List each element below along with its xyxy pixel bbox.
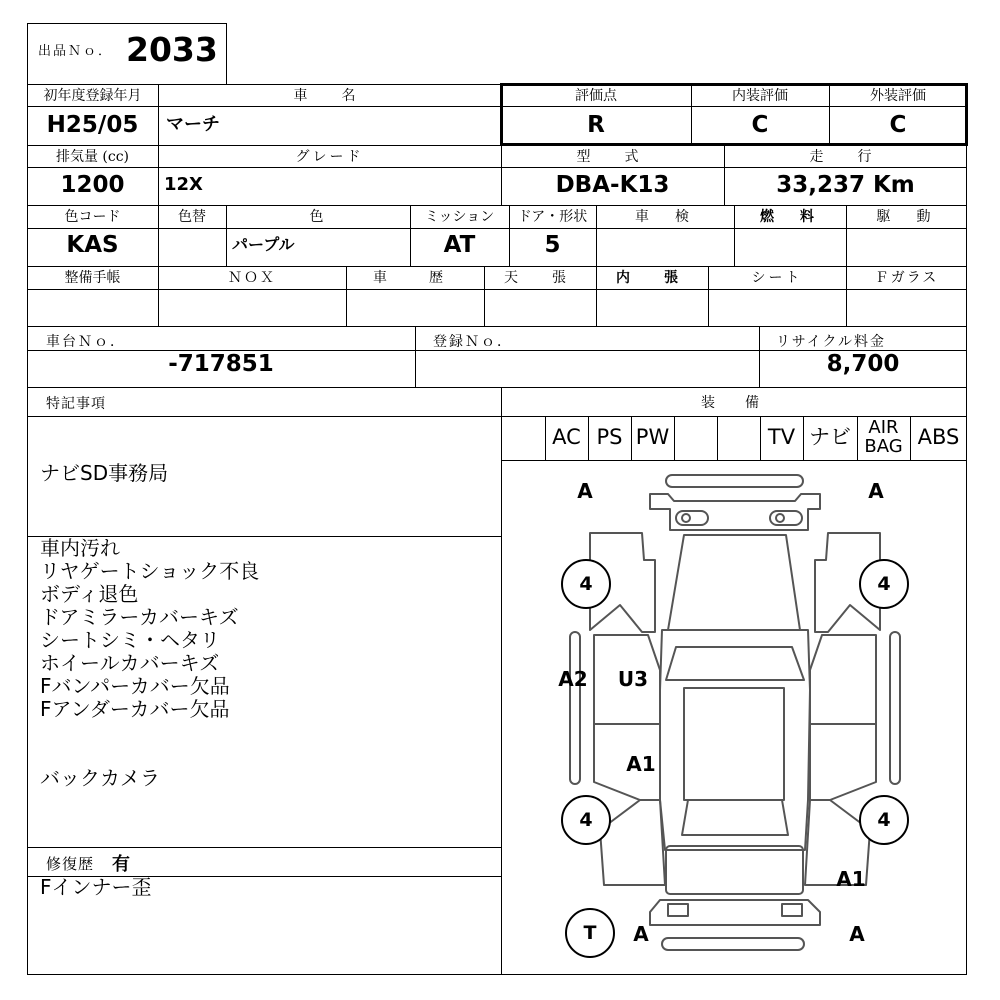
note-line: シートシミ・ヘタリ xyxy=(40,628,220,652)
mark-rear-left: A xyxy=(633,922,649,946)
exterior-value: C xyxy=(889,112,907,138)
fglass-label: Ｆガラス xyxy=(874,270,939,286)
mark-left-front-door: A2 xyxy=(558,667,588,691)
maintenance-label: 整備手帳 xyxy=(64,270,121,286)
mileage-value: 33,237 Km xyxy=(776,172,915,198)
chassis-value: -717851 xyxy=(168,351,274,377)
score-label: 評価点 xyxy=(575,88,617,104)
equipment-label: 装 備 xyxy=(701,395,767,411)
color-code-label: 色コード xyxy=(64,209,121,225)
notes-extra: バックカメラ xyxy=(40,766,160,790)
model-label: 型 式 xyxy=(576,149,649,165)
color-value: パープル xyxy=(232,235,295,254)
drive-label: 駆 動 xyxy=(876,209,937,225)
note-line: Fバンパーカバー欠品 xyxy=(40,674,230,698)
nox-label: ＮＯＸ xyxy=(228,270,276,286)
tire-rr-circle: 4 xyxy=(859,795,909,845)
mark-rear-right: A xyxy=(849,922,865,946)
recycle-label: リサイクル料金 xyxy=(776,334,887,350)
note-line: ボディ退色 xyxy=(40,582,139,606)
color-label: 色 xyxy=(309,209,327,225)
color-change-label: 色替 xyxy=(178,209,206,225)
mark-front-right: A xyxy=(868,479,884,503)
seat-label: シート xyxy=(751,270,803,286)
recycle-value: 8,700 xyxy=(826,351,900,377)
equip-navi: ナビ xyxy=(809,425,851,449)
equip-ac: AC xyxy=(552,425,581,449)
score-value: R xyxy=(587,112,605,138)
mark-rear-right-quarter: A1 xyxy=(836,867,866,891)
note-line: 車内汚れ xyxy=(40,536,120,560)
lot-number-box xyxy=(27,23,227,84)
equip-pw: PW xyxy=(635,425,670,449)
doors-label: ドア・形状 xyxy=(517,209,588,225)
inspection-label: 車 検 xyxy=(635,209,695,225)
equip-abs: ABS xyxy=(917,425,960,449)
displacement-value: 1200 xyxy=(60,172,125,198)
lot-number-value: 2033 xyxy=(126,30,218,69)
exterior-label: 外装評価 xyxy=(870,88,926,104)
mission-label: ミッション xyxy=(424,209,495,225)
tire-rl-circle: 4 xyxy=(561,795,611,845)
note-line: ホイールカバーキズ xyxy=(40,651,220,675)
equip-airbag: AIR BAG xyxy=(864,417,903,457)
repair-value: 有 xyxy=(112,854,130,875)
grade-value: 12X xyxy=(164,174,203,195)
displacement-label: 排気量 (cc) xyxy=(55,149,130,165)
tire-fr-circle: 4 xyxy=(859,559,909,609)
equip-ps: PS xyxy=(596,425,623,449)
mission-value: AT xyxy=(443,232,476,258)
interior-label: 内装評価 xyxy=(732,88,788,104)
note-line: ドアミラーカバーキズ xyxy=(40,605,239,629)
fuel-label: 燃 料 xyxy=(760,209,820,225)
tire-fl-circle: 4 xyxy=(561,559,611,609)
car-name-label: 車 名 xyxy=(293,88,366,104)
equip-tv: TV xyxy=(767,425,796,449)
lining-label: 内 張 xyxy=(616,270,688,286)
mark-front-left: A xyxy=(577,479,593,503)
mark-roof: A1 xyxy=(626,752,656,776)
registration-label: 登録Ｎｏ． xyxy=(433,334,513,350)
chassis-label: 車台Ｎｏ． xyxy=(46,334,126,350)
spare-tire-circle: T xyxy=(565,908,615,958)
car-name-value: マーチ xyxy=(166,114,220,135)
grade-label: グレード xyxy=(295,149,364,165)
notes-top: ナビSD事務局 xyxy=(40,461,169,485)
notes-label: 特記事項 xyxy=(46,396,106,412)
note-line: Fアンダーカバー欠品 xyxy=(40,697,230,721)
mark-roof-front: U3 xyxy=(617,667,649,691)
history-label: 車 歴 xyxy=(373,270,457,286)
reg-date-value: H25/05 xyxy=(46,112,139,138)
reg-date-label: 初年度登録年月 xyxy=(43,88,142,104)
doors-value: 5 xyxy=(544,232,561,258)
mileage-label: 走 行 xyxy=(809,149,882,165)
note-line: リヤゲートショック不良 xyxy=(40,559,260,583)
interior-value: C xyxy=(751,112,769,138)
color-code-value: KAS xyxy=(66,232,119,258)
sunroof-label: 天 張 xyxy=(504,270,576,286)
repair-label: 修復歴 xyxy=(46,855,95,873)
model-value: DBA-K13 xyxy=(555,172,670,198)
repair-detail: Fインナー歪 xyxy=(40,875,152,899)
lot-number-label: 出品Ｎｏ． xyxy=(38,44,114,59)
